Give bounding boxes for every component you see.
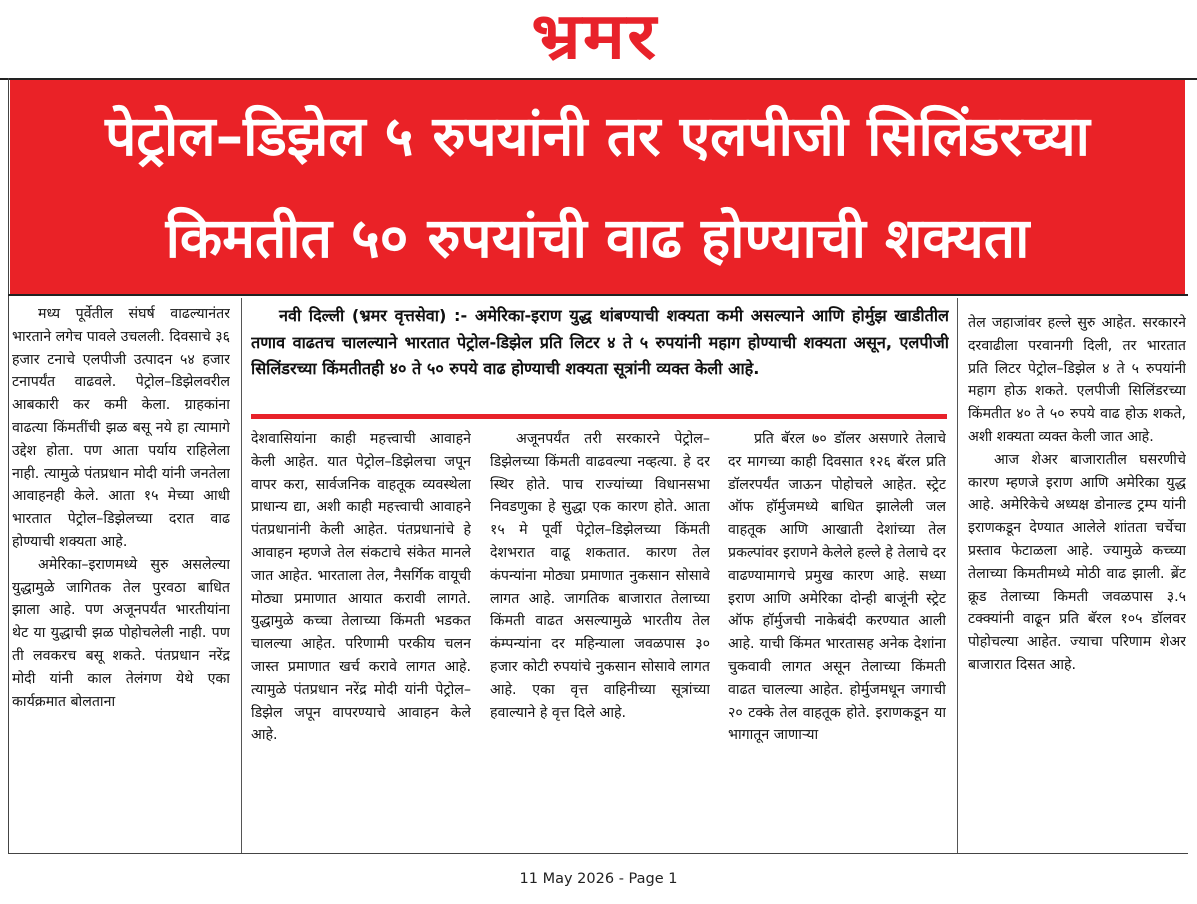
article-paragraph: अमेरिका–इराणमध्ये सुरु असलेल्या युद्धामुळे जागितक तेल पुरवठा बाधित झाला आहे. पण अजूनपर्यंत भारतीयांना थेट या युद्धाची झळ पोहोचलेली नाही. पण ती लवकरच बसू शकते. पंतप्रधान नरेंद्र मोदी यांनी काल तेलंगण येथे एका कार्यक्रमात बोलताना [12, 556, 230, 710]
headline-banner [10, 80, 1185, 294]
article-paragraph: तेल जहाजांवर हल्ले सुरु आहेत. सरकारने दरवाढीला परवानगी दिली, तर भारतात प्रति लिटर पेट्रोल–डिझेल ४ ते ५ रुपयांनी महाग होऊ शकते. एलपीजी सिलिंडरच्या किंमतीत ४० ते ५० रुपये वाढ होऊ शकते, अशी शक्यता व्यक्त केली जात आहे. [968, 315, 1186, 445]
article-paragraph: देशवासियांना काही महत्त्वाची आवाहने केली आहेत. यात पेट्रोल–डिझेलचा जपून वापर करा, सार्वजनिक वाहतूक व्यवस्थेला प्राधान्य द्या, अशी काही महत्त्वाची आवाहने पंतप्रधानांनी केली आहेत. पंतप्रधानांचे हे आवाहन म्हणजे तेल संकटाचे संकेत मानले जात आहेत. भारताला तेल, नैसर्गिक वायूची मोठ्या प्रमाणात आयात करावी लागते. युद्धामुळे कच्चा तेलाच्या किंमती भडकत चालल्या आहेत. परिणामी परकीय चलन जास्त प्रमाणात खर्च करावे लागत आहे. त्यामुळे पंतप्रधान नरेंद्र मोदी यांनी पेट्रोल–डिझेल जपून वापरण्याचे आवाहन केले आहे. [251, 431, 471, 744]
lead-underline [251, 414, 947, 419]
page-footer: 11 May 2026 - Page 1 [519, 871, 678, 887]
article-column-1 [12, 303, 230, 853]
article-lead: नवी दिल्ली (भ्रमर वृत्तसेवा) :- अमेरिका-इराण युद्ध थांबण्याची शक्यता कमी असल्याने आणि होर्मुझ खाडीतील तणाव वाढतच चालल्याने भारतात पेट्रोल-डिझेल प्रति लिटर ४ ते ५ रुपयांनी महाग होण्याची शक्यता असून, एलपीजी सिलिंडरच्या किंमतीतही ४० ते ५० रुपये वाढ होण्याची शक्यता सूत्रांनी व्यक्त केली आहे. [251, 306, 949, 378]
masthead [480, 2, 710, 72]
article-column-2 [251, 428, 471, 853]
article-column-4 [728, 428, 946, 853]
banner-rule [8, 294, 1188, 296]
article-column-3 [490, 428, 710, 853]
article-paragraph: प्रति बॅरल ७० डॉलर असणारे तेलाचे दर मागच्या काही दिवसात १२६ बॅरल प्रति डॉलरपर्यंत जाऊन पोहोचले आहेत. स्ट्रेट ऑफ हॉर्मुजमध्ये बाधित झालेली जल वाहतूक आणि आखाती देशांच्या तेल प्रकल्पांवर इराणने केलेले हल्ले हे तेलाचे दर वाढण्यामागचे प्रमुख कारण आहे. सध्या इराण आणि अमेरिका दोन्ही बाजूंनी स्ट्रेट ऑफ हॉर्मुजची नाकेबंदी करण्यात आली आहे. याची किंमत भारतासह अनेक देशांना चुकवावी लागत असून तेलाच्या किंमती वाढत चालल्या आहेत. होर्मुजमधून जगाची २० टक्के तेल वाहतूक होते. इराणकडून या भागातून जाणाऱ्या [728, 431, 946, 744]
left-border [8, 78, 9, 853]
newspaper-logo: भ्रमर [531, 0, 659, 74]
article-paragraph: अजूनपर्यंत तरी सरकारने पेट्रोल–डिझेलच्या किंमती वाढवल्या नव्हत्या. हे दर स्थिर होते. पाच राज्यांच्या विधानसभा निवडणुका हे सुद्धा एक कारण होते. आता १५ मे पूर्वी पेट्रोल–डिझेलच्या किंमती देशभरात वाढू शकतात. कारण तेल कंपन्यांना मोठ्या प्रमाणात नुकसान सोसावे लागत आहे. जागतिक बाजारात तेलाच्या किंमती वाढत असल्यामुळे भारतीय तेल कंम्पन्यांना दर महिन्याला जवळपास ३० हजार कोटी रुपयांचे नुकसान सोसावे लागत आहे. एका वृत्त वाहिनीच्या सूत्रांच्या हवाल्याने हे वृत्त दिले आहे. [490, 431, 710, 721]
column-divider [241, 298, 242, 853]
headline-line-1: पेट्रोल–डिझेल ५ रुपयांनी तर एलपीजी सिलिंडरच्या [105, 104, 1090, 168]
article-paragraph: मध्य पूर्वेतील संघर्ष वाढल्यानंतर भारताने लगेच पावले उचलली. दिवसाचे ३६ हजार टनाचे एलपीजी उत्पादन ५४ हजार टनापर्यंत वाढवले. पेट्रोल–डिझेलवरील आबकारी कर कमी केला. ग्राहकांना वाढत्या किंमतींची झळ बसू नये हा त्यामागे उद्देश होता. पण आता पर्याय राहिलेला नाही. त्यामुळे पंतप्रधान मोदी यांनी जनतेला आवाहनही केले. आता १५ मेच्या आधी भारतात पेट्रोल–डिझेलच्या दरात वाढ होण्याची शक्यता आहे. [12, 306, 230, 550]
bottom-rule [8, 853, 1188, 854]
article-paragraph: आज शेअर बाजारातील घसरणीचे कारण म्हणजे इराण आणि अमेरिका युद्ध आहे. अमेरिकेचे अध्यक्ष डोनाल्ड ट्रम्प यांनी इराणकडून देण्यात आलेले शांतता चर्चेचा प्रस्ताव फेटाळला आहे. ज्यामुळे कच्च्या तेलाच्या किमतीमध्ये मोठी वाढ झाली. ब्रेंट क्रूड तेलाच्या किमती जवळपास ३.५ टक्क्यांनी वाढून प्रति बॅरल १०५ डॉलवर पोहोचल्या आहेत. ज्याचा परिणाम शेअर बाजारात दिसत आहे. [968, 451, 1186, 673]
column-divider [957, 298, 958, 853]
article-column-5 [968, 312, 1186, 853]
headline-line-2: किमतीत ५० रुपयांची वाढ होण्याची शक्यता [165, 206, 1030, 270]
